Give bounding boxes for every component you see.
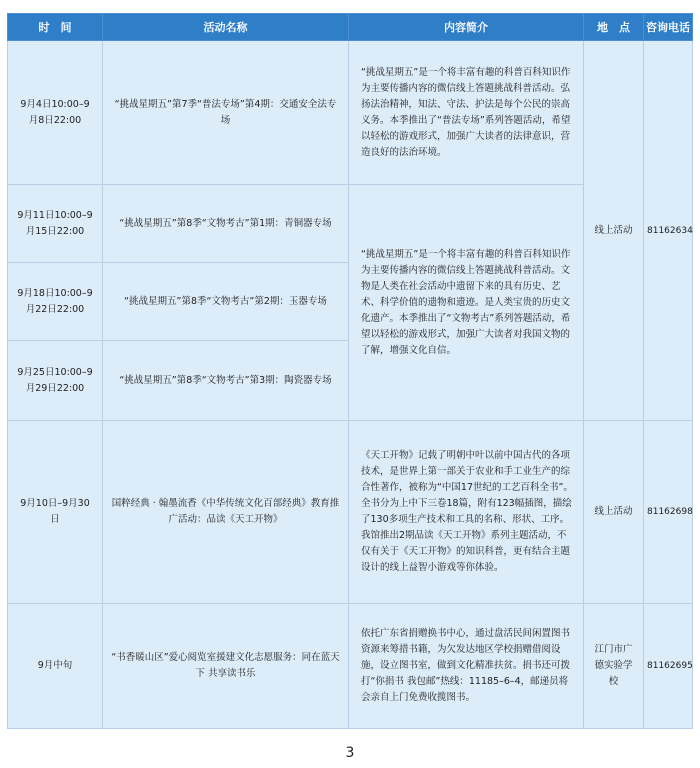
table-header-row: [8, 14, 693, 41]
row-content-intro: “挑战星期五”是一个将丰富有趣的科普百科知识作为主要传播内容的微信线上答题挑战科普活动。弘扬法治精神，知法、守法、护法是每个公民的崇高义务。本季推出了“普法专场”系列答题活动，希望以轻松的游戏形式，加强广大读者的法律意识，营造良好的法治环境。: [349, 41, 584, 185]
row-phone: 81162695: [644, 604, 693, 729]
page-number: 3: [345, 745, 355, 761]
row-activity-name: “挑战星期五”第7季“普法专场”第4期：交通安全法专场: [103, 41, 349, 185]
row-activity-name: “挑战星期五”第8季“文物考古”第1期：青铜器专场: [103, 185, 349, 263]
row-time: 9月10日–9月30日: [8, 421, 103, 604]
row-content-intro: 《天工开物》记载了明朝中叶以前中国古代的各项技术，是世界上第一部关于农业和手工业生产的综合性著作，被称为“中国17世纪的工艺百科全书”。全书分为上中下三卷18篇，附有123幅插图，描绘了130多项生产技术和工具的名称、形状、工序。我馆推出2期品读《天工开物》系列主题活动，不仅有关于《天工开物》的知识科普，更有结合主题设计的线上益智小游戏等你体验。: [349, 421, 584, 604]
row-time: 9月11日10:00–9月15日22:00: [8, 185, 103, 263]
row-time: 9月4日10:00–9月8日22:00: [8, 41, 103, 185]
row-time: 9月18日10:00–9月22日22:00: [8, 263, 103, 341]
row-activity-name: “挑战星期五”第8季“文物考古”第2期：玉器专场: [103, 263, 349, 341]
row-location: 江门市广德实验学校: [584, 604, 644, 729]
row-content-intro: 依托广东省捐赠换书中心，通过盘活民间闲置图书资源来筹措书籍，为欠发达地区学校捐赠借阅设施，设立图书室，做到文化精准扶贫。捐书还可拨打“你捐书 我包邮”热线：11185–6–4，邮递员将会亲自上门免费收揽图书。: [349, 604, 584, 729]
group-phone: 81162634: [644, 41, 693, 421]
row-location: 线上活动: [584, 421, 644, 604]
row-activity-name: 国粹经典 · 翰墨流香《中华传统文化百部经典》教育推广活动：品读《天工开物》: [103, 421, 349, 604]
table-row: [8, 604, 693, 729]
header-activity-name: 活动名称: [103, 14, 349, 41]
header-time: 时 间: [8, 14, 103, 41]
group-location: 线上活动: [584, 41, 644, 421]
header-location: 地 点: [584, 14, 644, 41]
row-phone: 81162698: [644, 421, 693, 604]
row-activity-name: “挑战星期五”第8季“文物考古”第3期：陶瓷器专场: [103, 341, 349, 421]
row-activity-name: “书香暖山区”爱心阅览室援建文化志愿服务：同在蓝天下 共享读书乐: [103, 604, 349, 729]
table-row: [8, 421, 693, 604]
row-content-intro: “挑战星期五”是一个将丰富有趣的科普百科知识作为主要传播内容的微信线上答题挑战科普活动。文物是人类在社会活动中遗留下来的具有历史、艺术、科学价值的遗物和遗迹。是人类宝贵的历史文化遗产。本季推出了“文物考古”系列答题活动，希望以轻松的游戏形式，加强广大读者对我国文物的了解，增强文化自信。: [349, 185, 584, 421]
activity-table: [7, 13, 693, 729]
table-row: [8, 41, 693, 185]
row-time: 9月中旬: [8, 604, 103, 729]
header-content-intro: 内容简介: [349, 14, 584, 41]
row-time: 9月25日10:00–9月29日22:00: [8, 341, 103, 421]
header-phone: 咨询电话: [644, 14, 693, 41]
